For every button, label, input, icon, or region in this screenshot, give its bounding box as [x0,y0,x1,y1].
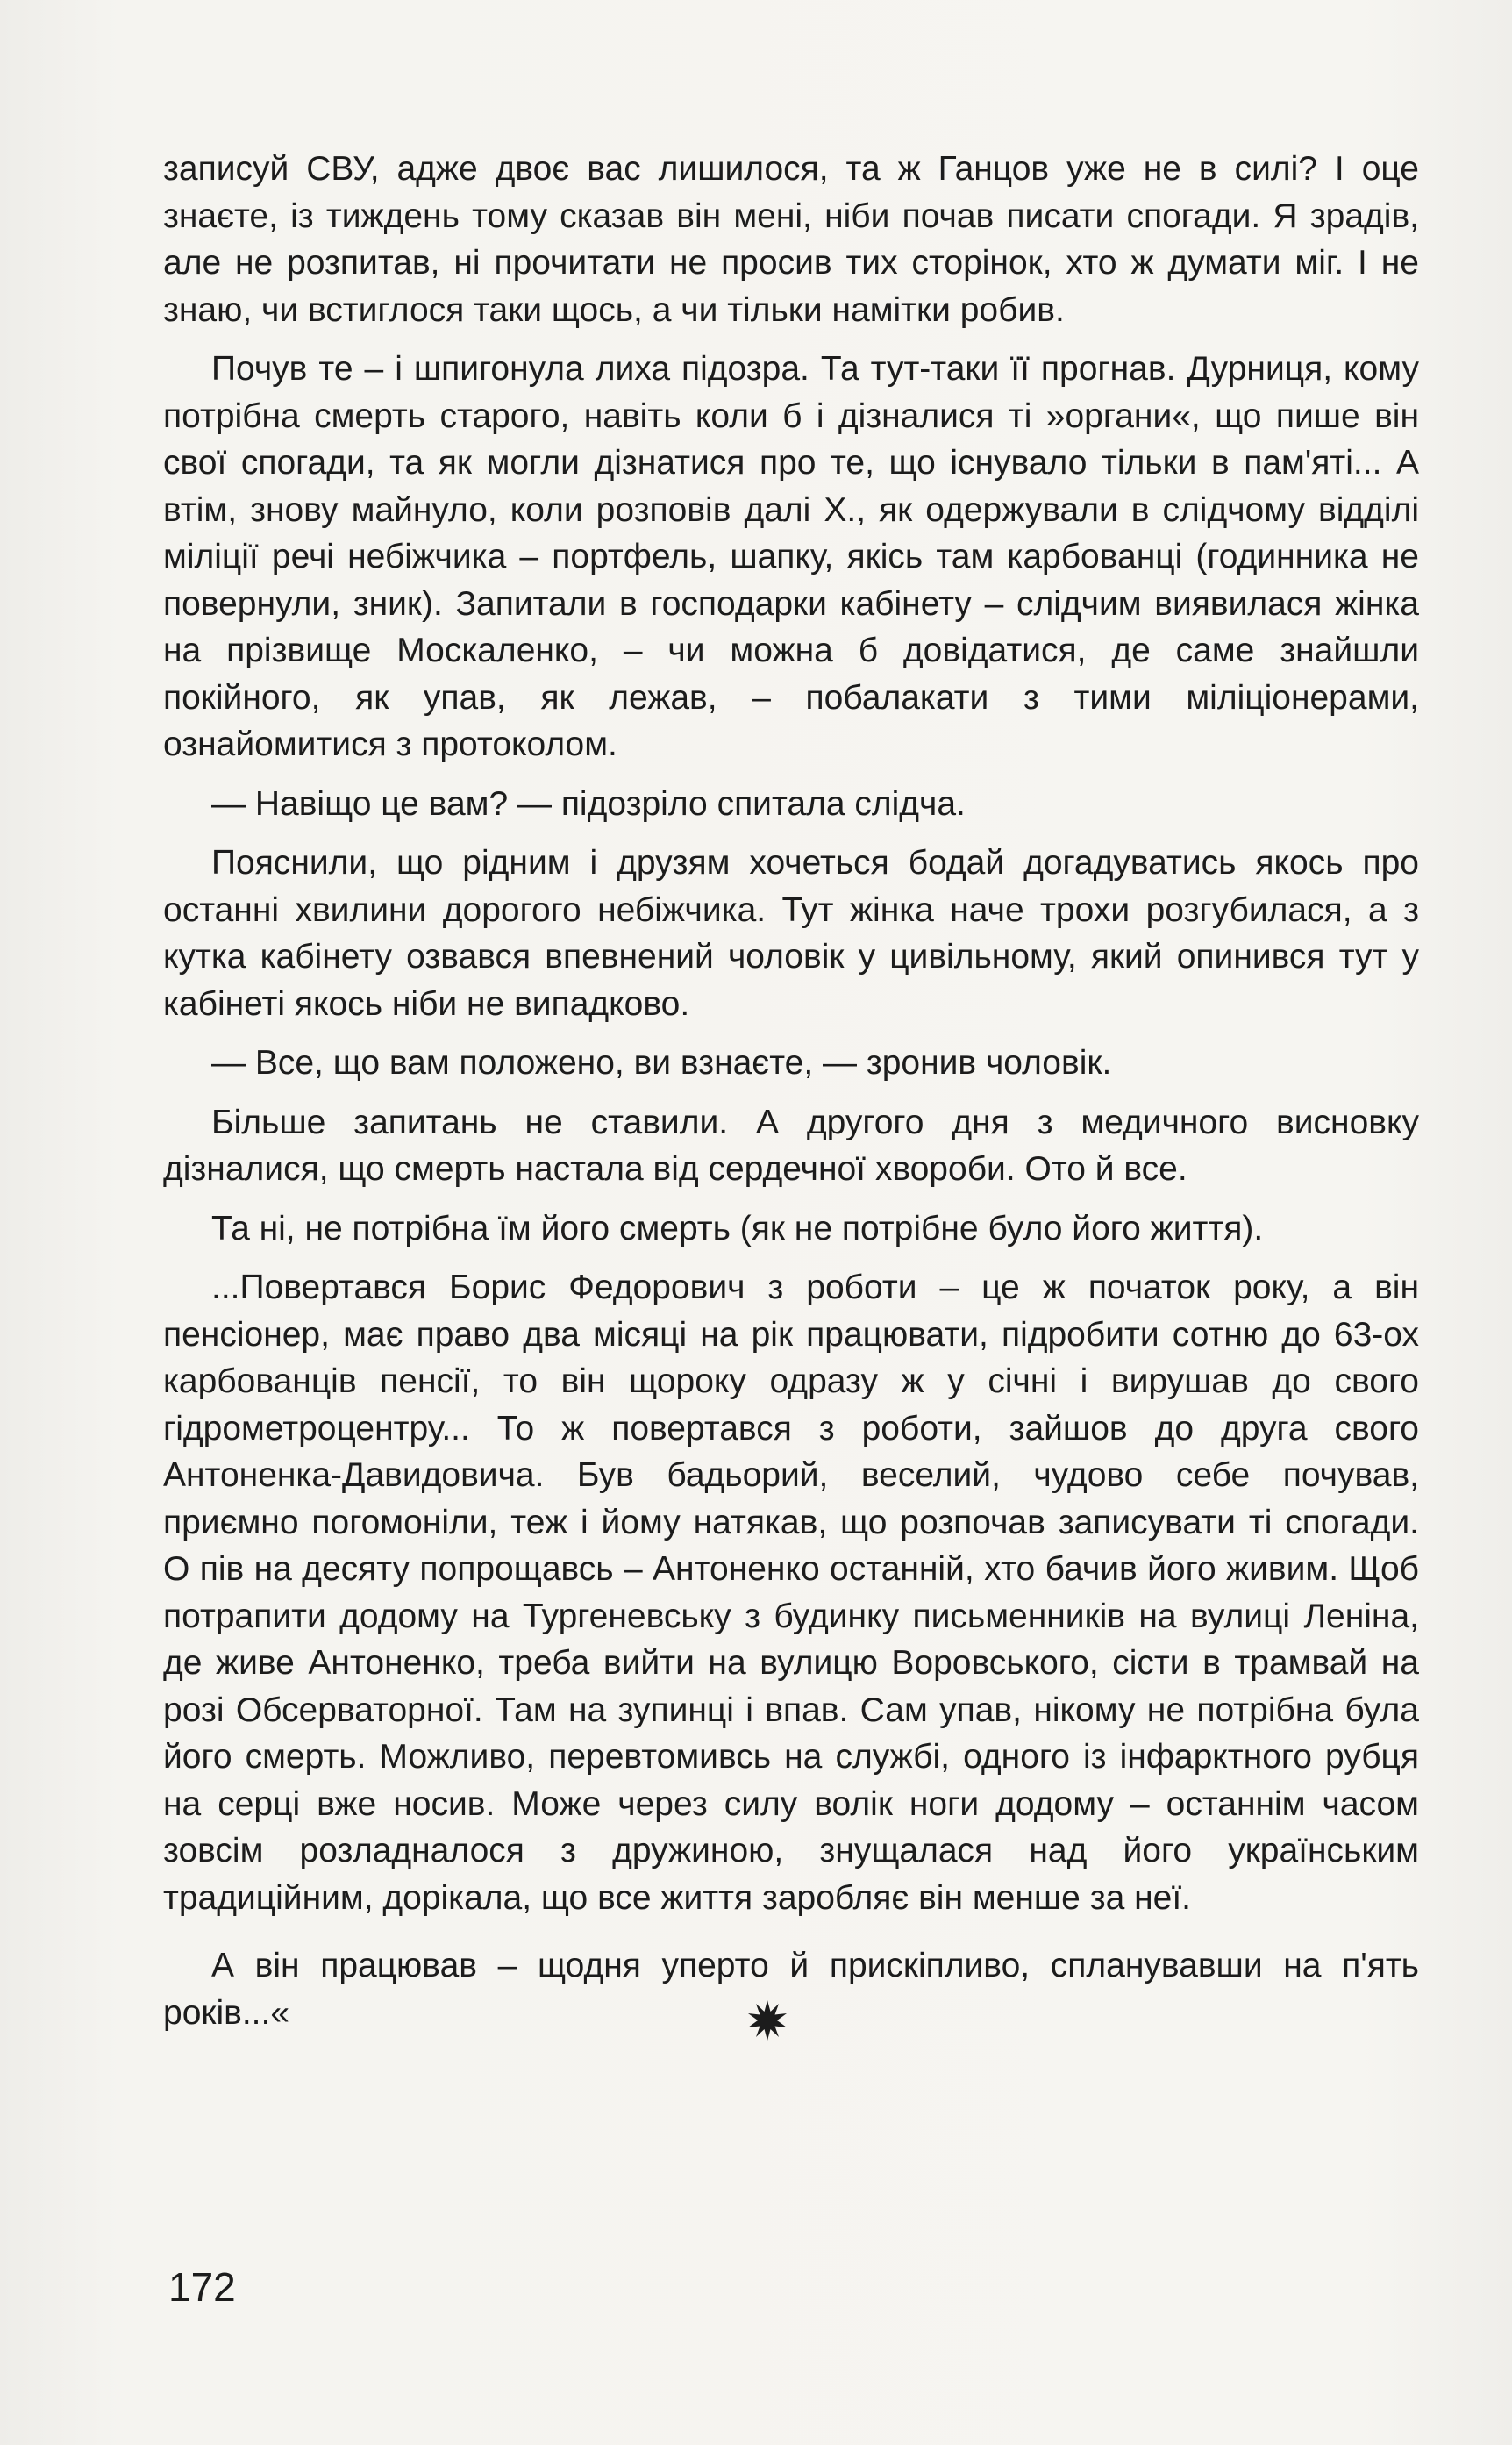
dialogue-line: — Навіщо це вам? — підозріло спитала слідча. [211,784,966,823]
paragraph: Почув те – і шпигонула лиха підозра. Та тут-таки її прогнав. Дурниця, кому потрібна смерть старого, навіть коли б і дізналися ті »органи«, що пише він свої спогади, та як могли дізнатися про те, що існувало тільки в пам'яті... А втім, знову майнуло, коли розповів далі Х., як одержували в слідчому відділі міліції речі небіжчика – портфель, шапку, якісь там карбованці (годинника не повернули, зник). Запитали в господарки кабінету – слідчим виявилася жінка на прізвище Москаленко, – чи можна б довідатися, де саме знайшли покійного, як упав, як лежав, – побалакати з тими міліціонерами, ознайомитися з протоколом. [163,350,1419,763]
paragraph: Пояснили, що рідним і друзям хочеться бодай догадуватись якось про останні хвилини дорогого небіжчика. Тут жінка наче трохи розгубилася, а з кутка кабінету озвався впевнений чоловік у цивільному, який опинився тут у кабінеті якось ніби не випадково. [163,844,1419,1023]
paragraph: Та ні, не потрібна їм його смерть (як не потрібне було його життя). [211,1209,1264,1248]
dialogue-line: — Все, що вам положено, ви взнаєте, — зронив чоловік. [211,1044,1112,1082]
asterism-star-icon [745,1998,789,2042]
closing-paragraph: А він працював – щодня уперто й прискіпливо, спланувавши на п'ять років...« [163,1947,1419,2032]
paragraph: записуй СВУ, адже двоє вас лишилося, та ж Ганцов уже не в силі? І оце знаєте, із тиждень тому сказав він мені, ніби почав писати спогади. Я зрадів, але не розпитав, ні прочитати не просив тих сторінок, хто ж думати міг. І не знаю, чи встиглося таки щось, а чи тільки намітки робив. [163,150,1419,329]
paragraph: ...Повертався Борис Федорович з роботи – це ж початок року, а він пенсіонер, має право два місяці на рік працювати, підробити сотню до 63-ох карбованців пенсії, то він щороку одразу ж у січні і вирушав до свого гідрометроцентру... То ж повертався з роботи, зайшов до друга свого Антоненка-Давидовича. Був бадьорий, веселий, чудово себе почував, приємно погомоніли, теж і йому натякав, що розпочав записувати ті спогади. О пів на десяту попрощавсь – Антоненко останній, хто бачив його живим. Щоб потрапити додому на Тургеневську з будинку письменників на вулиці Леніна, де живе Антоненко, треба вийти на вулицю Воровського, сісти в трамвай на розі Обсерваторної. Там на зупинці і впав. Сам упав, нікому не потрібна була його смерть. Можливо, перевтомивсь на службі, одного із інфарктного рубця на серці вже носив. Може через силу волік ноги додому – останнім часом зовсім розладналося з дружиною, знущалася над його українським традиційним, дорікала, що все життя заробляє він менше за неї. [163,1269,1419,1917]
paragraph: Більше запитань не ставили. А другого дня з медичного висновку дізналися, що смерть настала від сердечної хвороби. Ото й все. [163,1103,1419,1188]
body-text [163,146,1419,2048]
page-number: 172 [168,2264,236,2310]
